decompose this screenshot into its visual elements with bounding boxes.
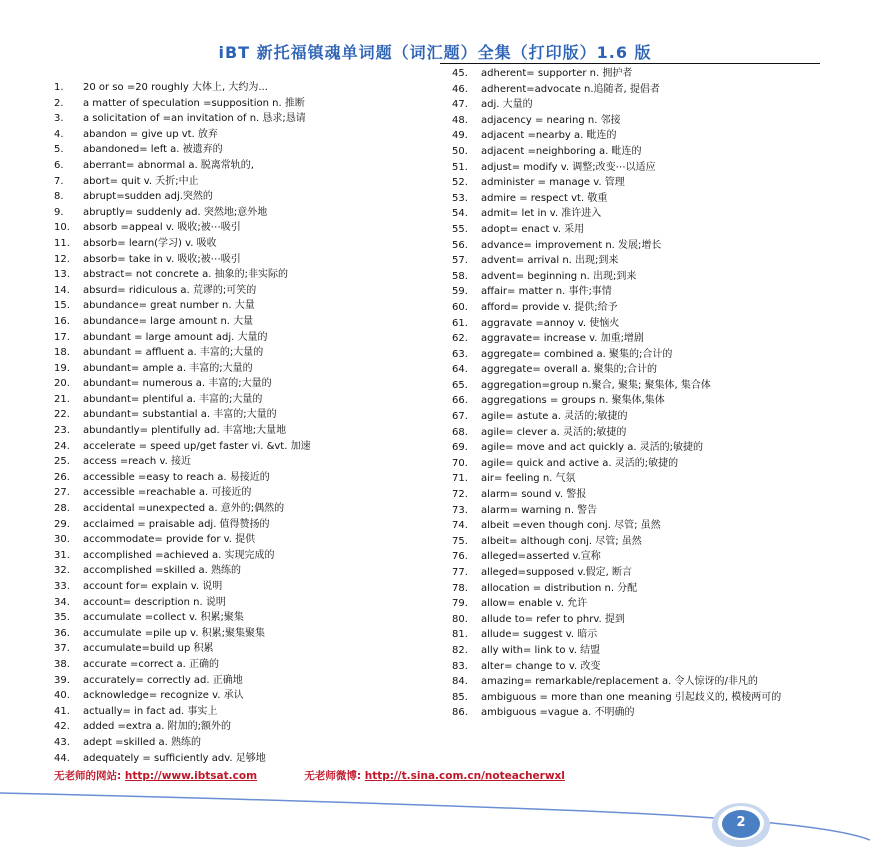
entry-number: 20. xyxy=(54,378,70,390)
entry-text: absurd= ridiculous a. 荒谬的;可笑的 xyxy=(83,284,257,296)
entry-number: 74. xyxy=(452,520,468,532)
vocab-entry xyxy=(54,252,449,268)
vocab-entry xyxy=(54,189,449,205)
entry-number: 8. xyxy=(54,191,64,203)
vocab-entry xyxy=(452,705,824,721)
entry-text: aggregation=group n.聚合, 聚集; 聚集体, 集合体 xyxy=(481,379,711,391)
entry-number: 66. xyxy=(452,395,468,407)
vocab-entry xyxy=(54,485,449,501)
entry-text: aggregate= combined a. 聚集的;合计的 xyxy=(481,348,673,360)
website-label: 无老师的网站: xyxy=(54,770,122,782)
entry-text: allude to= refer to phrv. 提到 xyxy=(481,613,625,625)
entry-text: alter= change to v. 改变 xyxy=(481,660,601,672)
vocab-entry xyxy=(54,376,449,392)
entry-number: 21. xyxy=(54,393,70,405)
entry-text: adj. 大量的 xyxy=(481,99,533,111)
entry-text: acclaimed = praisable adj. 值得赞扬的 xyxy=(83,518,270,530)
vocab-entry xyxy=(452,175,824,191)
entry-number: 6. xyxy=(54,159,64,171)
entry-number: 23. xyxy=(54,425,70,437)
entry-number: 27. xyxy=(54,487,70,499)
vocab-entry xyxy=(452,222,824,238)
vocab-entry xyxy=(54,407,449,423)
vocab-entry xyxy=(452,456,824,472)
vocab-entry xyxy=(54,595,449,611)
vocab-entry xyxy=(54,751,449,767)
vocab-entry xyxy=(452,627,824,643)
vocab-entry xyxy=(452,471,824,487)
entry-number: 28. xyxy=(54,503,70,515)
entry-number: 10. xyxy=(54,222,70,234)
vocab-entry xyxy=(54,205,449,221)
entry-text: accessible =reachable a. 可接近的 xyxy=(83,487,252,499)
entry-number: 41. xyxy=(54,705,70,717)
entry-number: 33. xyxy=(54,581,70,592)
vocab-entry xyxy=(452,191,824,207)
vocab-entry xyxy=(54,501,449,517)
website-link[interactable]: http://www.ibtsat.com xyxy=(124,770,258,782)
entry-text: aberrant= abnormal a. 脱离常轨的, xyxy=(83,159,254,171)
entry-text: advent= beginning n. 出现;到来 xyxy=(481,270,637,282)
vocab-entry xyxy=(54,111,449,127)
entry-number: 30. xyxy=(54,534,70,546)
entry-number: 24. xyxy=(54,440,70,452)
entry-number: 35. xyxy=(54,612,70,624)
entry-number: 37. xyxy=(54,643,70,655)
entry-text: agile= astute a. 灵活的;敏捷的 xyxy=(481,411,628,423)
entry-text: adjust= modify v. 调整;改变⋯以适应 xyxy=(481,161,656,173)
entry-number: 38. xyxy=(54,658,70,670)
vocab-entry xyxy=(452,612,824,628)
entry-number: 22. xyxy=(54,409,70,421)
entry-text: abandoned= left a. 被遗弃的 xyxy=(83,144,223,156)
entry-number: 50. xyxy=(452,145,468,157)
entry-text: accommodate= provide for v. 提供 xyxy=(83,534,256,546)
entry-text: 20 or so =20 roughly 大体上, 大约为... xyxy=(83,82,268,93)
vocab-list-right xyxy=(452,66,824,721)
entry-text: accelerate = speed up/get faster vi. &vt. 加速 xyxy=(83,440,311,452)
entry-text: aggravate= increase v. 加重;增剧 xyxy=(481,333,644,345)
vocab-entry xyxy=(54,423,449,439)
entry-number: 62. xyxy=(452,333,468,345)
vocab-entry xyxy=(452,393,824,409)
entry-text: adjacency = nearing n. 邻接 xyxy=(481,114,621,126)
vocab-entry xyxy=(54,96,449,112)
vocab-entry xyxy=(54,579,449,595)
entry-number: 76. xyxy=(452,551,468,563)
entry-number: 36. xyxy=(54,627,70,639)
entry-text: accomplished =achieved a. 实现完成的 xyxy=(83,549,275,561)
vocab-entry xyxy=(54,548,449,564)
entry-text: alleged=asserted v.宣称 xyxy=(481,551,601,563)
entry-text: accumulate =pile up v. 积累;聚集聚集 xyxy=(83,627,266,639)
entry-number: 14. xyxy=(54,284,70,296)
entry-number: 81. xyxy=(452,629,468,641)
entry-text: a matter of speculation =supposition n. 推断 xyxy=(83,97,305,109)
entry-number: 32. xyxy=(54,565,70,577)
entry-text: accidental =unexpected a. 意外的;偶然的 xyxy=(83,503,285,515)
entry-text: affair= matter n. 事件;事情 xyxy=(481,286,612,298)
entry-number: 83. xyxy=(452,660,468,672)
vocab-entry xyxy=(452,534,824,550)
entry-text: aggregate= overall a. 聚集的;合计的 xyxy=(481,364,657,376)
vocab-entry xyxy=(54,298,449,314)
entry-number: 34. xyxy=(54,596,70,608)
entry-text: abundant= substantial a. 丰富的;大量的 xyxy=(83,409,277,421)
entry-number: 71. xyxy=(452,473,468,485)
entry-text: account for= explain v. 说明 xyxy=(83,581,223,592)
vocab-entry xyxy=(452,549,824,565)
entry-text: abort= quit v. 夭折;中止 xyxy=(83,175,199,187)
vocab-entry xyxy=(54,657,449,673)
entry-number: 61. xyxy=(452,317,468,329)
vocab-entry xyxy=(452,206,824,222)
vocab-entry xyxy=(54,236,449,252)
entry-text: alleged=supposed v.假定, 断言 xyxy=(481,567,632,578)
vocab-entry xyxy=(452,362,824,378)
vocab-entry xyxy=(54,330,449,346)
vocab-entry xyxy=(452,316,824,332)
vocab-entry xyxy=(452,238,824,254)
entry-text: accurate =correct a. 正确的 xyxy=(83,658,220,670)
vocab-entry xyxy=(54,532,449,548)
vocab-entry xyxy=(54,610,449,626)
entry-number: 26. xyxy=(54,471,70,483)
entry-number: 5. xyxy=(54,144,64,156)
entry-text: absorb =appeal v. 吸收;被⋯吸引 xyxy=(83,222,241,234)
vocab-entry xyxy=(452,565,824,581)
entry-text: abundant = large amount adj. 大量的 xyxy=(83,331,268,343)
vocab-entry xyxy=(54,673,449,689)
vocab-entry xyxy=(54,220,449,236)
vocab-entry xyxy=(54,454,449,470)
entry-text: abandon = give up vt. 放弃 xyxy=(83,128,218,140)
vocab-entry xyxy=(54,345,449,361)
entry-text: abundant= ample a. 丰富的;大量的 xyxy=(83,362,253,374)
entry-text: air= feeling n. 气氛 xyxy=(481,473,576,485)
entry-number: 60. xyxy=(452,301,468,313)
vocab-entry xyxy=(54,563,449,579)
entry-text: albeit= although conj. 尽管; 虽然 xyxy=(481,535,642,547)
vocab-entry xyxy=(452,331,824,347)
entry-number: 67. xyxy=(452,411,468,423)
vocab-entry xyxy=(452,440,824,456)
entry-number: 45. xyxy=(452,68,468,79)
vocab-entry xyxy=(54,142,449,158)
vocab-entry xyxy=(54,641,449,657)
weibo-label: 无老师微博: xyxy=(304,770,362,782)
entry-number: 59. xyxy=(452,286,468,298)
vocab-entry xyxy=(452,300,824,316)
entry-text: accessible =easy to reach a. 易接近的 xyxy=(83,471,270,483)
entry-number: 86. xyxy=(452,707,468,719)
entry-number: 75. xyxy=(452,535,468,547)
vocab-entry xyxy=(452,674,824,690)
vocab-entry xyxy=(54,439,449,455)
entry-text: ambiguous =vague a. 不明确的 xyxy=(481,707,635,719)
title-underline xyxy=(440,63,820,64)
entry-text: agile= clever a. 灵活的;敏捷的 xyxy=(481,426,627,438)
entry-text: afford= provide v. 提供;给予 xyxy=(481,301,618,313)
entry-number: 51. xyxy=(452,161,468,173)
entry-text: accurately= correctly ad. 正确地 xyxy=(83,674,243,686)
entry-text: abrupt=sudden adj.突然的 xyxy=(83,191,213,203)
entry-number: 2. xyxy=(54,97,64,109)
entry-number: 25. xyxy=(54,456,70,468)
entry-number: 40. xyxy=(54,690,70,702)
entry-number: 82. xyxy=(452,644,468,656)
entry-text: abundant= numerous a. 丰富的;大量的 xyxy=(83,378,272,390)
vocab-entry xyxy=(452,659,824,675)
entry-number: 69. xyxy=(452,442,468,454)
vocab-entry xyxy=(54,158,449,174)
entry-number: 78. xyxy=(452,582,468,594)
entry-text: adherent= supporter n. 拥护者 xyxy=(481,68,633,79)
entry-number: 55. xyxy=(452,223,468,235)
entry-text: ambiguous = more than one meaning 引起歧义的, 模棱两可的 xyxy=(481,691,782,703)
entry-number: 57. xyxy=(452,255,468,267)
entry-number: 42. xyxy=(54,721,70,733)
entry-text: allow= enable v. 允许 xyxy=(481,598,588,610)
vocab-entry xyxy=(452,378,824,394)
vocab-entry xyxy=(54,735,449,751)
entry-number: 9. xyxy=(54,206,64,218)
vocab-entry xyxy=(54,392,449,408)
entry-text: adjacent =nearby a. 毗连的 xyxy=(481,130,617,142)
page-number: 2 xyxy=(736,815,746,830)
vocab-entry xyxy=(452,581,824,597)
entry-text: access =reach v. 接近 xyxy=(83,456,191,468)
entry-text: albeit =even though conj. 尽管; 虽然 xyxy=(481,520,661,532)
vocab-entry xyxy=(452,144,824,160)
entry-number: 31. xyxy=(54,549,70,561)
weibo-link[interactable]: http://t.sina.com.cn/noteacherwxl xyxy=(364,770,565,782)
entry-text: accomplished =skilled a. 熟练的 xyxy=(83,565,241,577)
entry-number: 70. xyxy=(452,457,468,469)
vocab-entry xyxy=(452,503,824,519)
entry-number: 77. xyxy=(452,567,468,578)
entry-text: abundant = affluent a. 丰富的;大量的 xyxy=(83,347,264,359)
vocab-entry xyxy=(54,174,449,190)
entry-text: accumulate =collect v. 积累;聚集 xyxy=(83,612,244,624)
entry-number: 53. xyxy=(452,192,468,204)
entry-text: alarm= sound v. 警报 xyxy=(481,489,587,501)
vocab-entry xyxy=(452,409,824,425)
entry-number: 18. xyxy=(54,347,70,359)
entry-number: 72. xyxy=(452,489,468,501)
entry-text: actually= in fact ad. 事实上 xyxy=(83,705,218,717)
entry-number: 48. xyxy=(452,114,468,126)
vocab-entry xyxy=(452,66,824,82)
entry-text: abruptly= suddenly ad. 突然地;意外地 xyxy=(83,206,268,218)
vocab-entry xyxy=(54,517,449,533)
entry-number: 52. xyxy=(452,177,468,189)
entry-text: ally with= link to v. 结盟 xyxy=(481,644,601,656)
entry-number: 49. xyxy=(452,130,468,142)
entry-text: adequately = sufficiently adv. 足够地 xyxy=(83,752,266,764)
entry-number: 65. xyxy=(452,379,468,391)
entry-number: 11. xyxy=(54,237,70,249)
entry-number: 47. xyxy=(452,99,468,111)
vocab-list-left xyxy=(54,80,449,766)
entry-text: absorb= take in v. 吸收;被⋯吸引 xyxy=(83,253,241,265)
entry-text: abundance= large amount n. 大量 xyxy=(83,315,254,327)
entry-text: allude= suggest v. 暗示 xyxy=(481,629,598,641)
entry-number: 79. xyxy=(452,598,468,610)
vocab-entry xyxy=(452,113,824,129)
entry-text: admire = respect vt. 敬重 xyxy=(481,192,608,204)
entry-text: accumulate=build up 积累 xyxy=(83,643,214,655)
page-title: iBT 新托福镇魂单词题（词汇题）全集（打印版）1.6 版 xyxy=(218,43,652,62)
vocab-entry xyxy=(452,269,824,285)
vocab-entry xyxy=(452,518,824,534)
entry-text: a solicitation of =an invitation of n. 恳求;恳请 xyxy=(83,113,306,125)
vocab-entry xyxy=(452,596,824,612)
entry-text: alarm= warning n. 警告 xyxy=(481,504,598,516)
vocab-entry xyxy=(452,347,824,363)
entry-text: abundantly= plentifully ad. 丰富地;大量地 xyxy=(83,425,287,437)
entry-number: 4. xyxy=(54,128,64,140)
entry-text: adept =skilled a. 熟练的 xyxy=(83,736,201,748)
entry-number: 84. xyxy=(452,676,468,688)
entry-text: allocation = distribution n. 分配 xyxy=(481,582,638,594)
entry-number: 3. xyxy=(54,113,64,125)
entry-number: 1. xyxy=(54,82,64,93)
vocab-entry xyxy=(452,253,824,269)
entry-number: 16. xyxy=(54,315,70,327)
entry-text: administer = manage v. 管理 xyxy=(481,177,625,189)
entry-number: 13. xyxy=(54,269,70,281)
entry-text: aggregations = groups n. 聚集体,集体 xyxy=(481,395,665,407)
entry-number: 19. xyxy=(54,362,70,374)
vocab-entry xyxy=(54,626,449,642)
entry-number: 17. xyxy=(54,331,70,343)
vocab-entry xyxy=(54,704,449,720)
vocab-entry xyxy=(54,267,449,283)
entry-number: 29. xyxy=(54,518,70,530)
entry-text: agile= quick and active a. 灵活的;敏捷的 xyxy=(481,457,679,469)
entry-text: agile= move and act quickly a. 灵活的;敏捷的 xyxy=(481,442,704,454)
entry-text: adjacent =neighboring a. 毗连的 xyxy=(481,145,642,157)
entry-number: 80. xyxy=(452,613,468,625)
vocab-entry xyxy=(54,314,449,330)
entry-text: amazing= remarkable/replacement a. 令人惊讶的/非凡的 xyxy=(481,676,758,688)
entry-text: account= description n. 说明 xyxy=(83,596,226,608)
entry-text: adopt= enact v. 采用 xyxy=(481,223,585,235)
vocab-entry xyxy=(54,80,449,96)
entry-number: 15. xyxy=(54,300,70,312)
entry-number: 68. xyxy=(452,426,468,438)
vocab-entry xyxy=(452,160,824,176)
vocab-entry xyxy=(54,127,449,143)
entry-number: 7. xyxy=(54,175,64,187)
entry-number: 85. xyxy=(452,691,468,703)
entry-text: added =extra a. 附加的;额外的 xyxy=(83,721,231,733)
entry-number: 73. xyxy=(452,504,468,516)
vocab-entry xyxy=(54,361,449,377)
entry-text: absorb= learn(学习) v. 吸收 xyxy=(83,237,217,249)
vocab-entry xyxy=(452,425,824,441)
vocab-entry xyxy=(452,284,824,300)
entry-text: advent= arrival n. 出现;到来 xyxy=(481,255,619,267)
vocab-entry xyxy=(452,690,824,706)
vocab-entry xyxy=(452,643,824,659)
vocab-entry xyxy=(54,719,449,735)
entry-text: abundant= plentiful a. 丰富的;大量的 xyxy=(83,393,263,405)
vocab-entry xyxy=(54,283,449,299)
entry-text: abstract= not concrete a. 抽象的;非实际的 xyxy=(83,269,288,281)
vocab-entry xyxy=(452,128,824,144)
entry-number: 54. xyxy=(452,208,468,220)
entry-text: acknowledge= recognize v. 承认 xyxy=(83,690,244,702)
vocab-entry xyxy=(452,97,824,113)
entry-text: admit= let in v. 准许进入 xyxy=(481,208,602,220)
entry-number: 56. xyxy=(452,239,468,251)
footer-links xyxy=(54,768,565,783)
entry-text: aggravate =annoy v. 使恼火 xyxy=(481,317,620,329)
entry-number: 44. xyxy=(54,752,70,764)
entry-number: 12. xyxy=(54,253,70,265)
vocab-entry xyxy=(54,688,449,704)
vocab-entry xyxy=(452,82,824,98)
entry-text: advance= improvement n. 发展;增长 xyxy=(481,239,662,251)
entry-number: 58. xyxy=(452,270,468,282)
entry-number: 43. xyxy=(54,736,70,748)
entry-text: abundance= great number n. 大量 xyxy=(83,300,255,312)
vocab-entry xyxy=(54,470,449,486)
entry-number: 46. xyxy=(452,83,468,95)
entry-number: 39. xyxy=(54,674,70,686)
vocab-entry xyxy=(452,487,824,503)
entry-number: 63. xyxy=(452,348,468,360)
entry-number: 64. xyxy=(452,364,468,376)
entry-text: adherent=advocate n.追随者, 提倡者 xyxy=(481,83,660,95)
